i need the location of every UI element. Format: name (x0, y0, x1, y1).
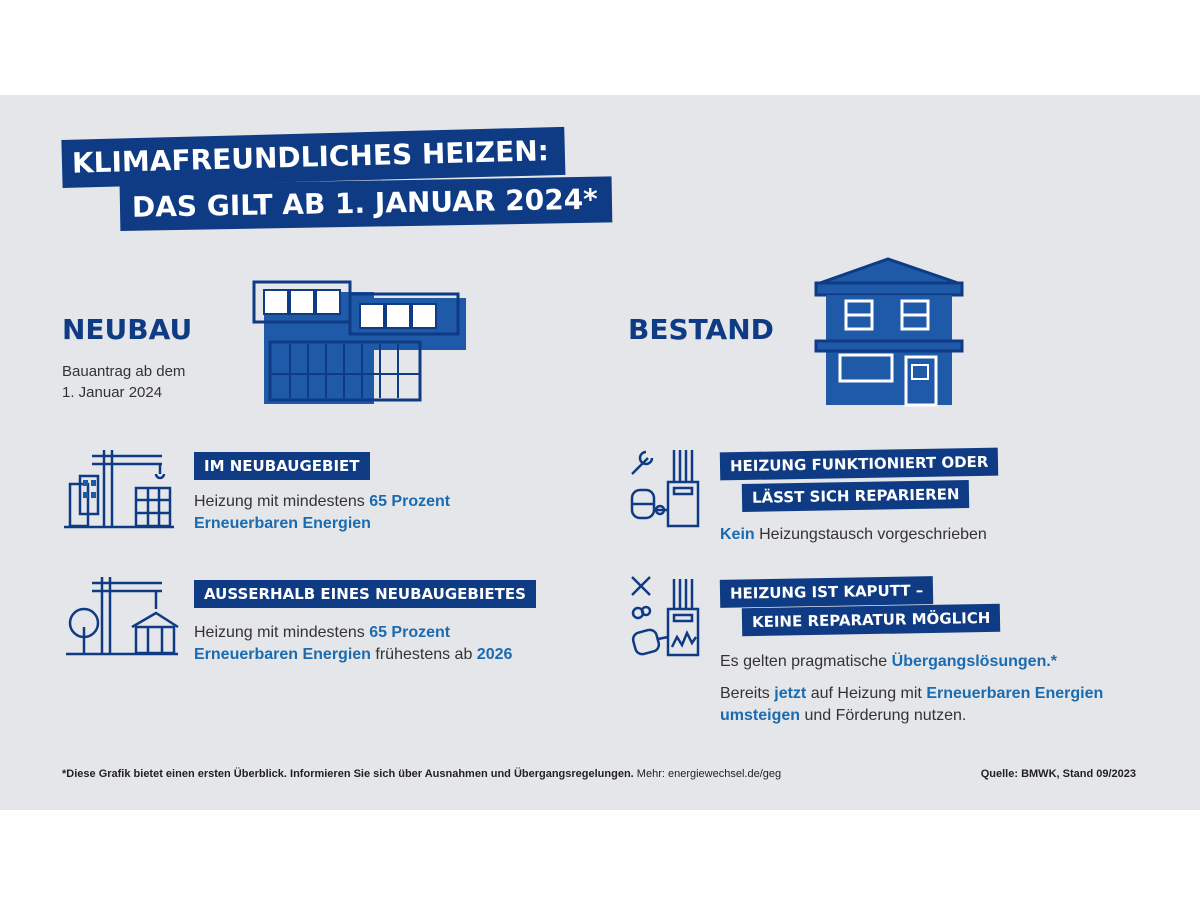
tag-im-neubaugebiet: IM NEUBAUGEBIET (194, 452, 370, 480)
neubau-item-1-text: Heizung mit mindestens 65 Prozent Erneuerbaren Energien (194, 493, 451, 532)
crane-buildings-icon (62, 448, 177, 530)
title-line-1: KLIMAFREUNDLICHES HEIZEN: (61, 127, 565, 188)
bestand-item-1-text: Kein Heizungstausch vorgeschrieben (720, 526, 987, 543)
neubau-sub-1: Bauantrag ab dem (62, 363, 186, 380)
neubau-heading: NEUBAU (62, 313, 193, 346)
footer-note: *Diese Grafik bietet einen ersten Überblick. Informieren Sie sich über Ausnahmen und Übergangsregelungen. Mehr: energiewechsel.de/geg (62, 768, 782, 780)
wrench-heating-icon (628, 448, 703, 530)
broken-heating-icon (628, 575, 703, 660)
tag-heizung-funktioniert-2: LÄSST SICH REPARIEREN (742, 480, 970, 512)
modern-house-icon (250, 278, 470, 408)
neubau-sub-2: 1. Januar 2024 (62, 384, 163, 401)
tag-heizung-kaputt-2: KEINE REPARATUR MÖGLICH (742, 604, 1001, 637)
tag-ausserhalb-neubaugebiet: AUSSERHALB EINES NEUBAUGEBIETES (194, 580, 536, 608)
crane-tree-house-icon (66, 575, 178, 657)
bestand-heading: BESTAND (628, 313, 774, 346)
tag-heizung-funktioniert-1: HEIZUNG FUNKTIONIERT ODER (720, 448, 999, 481)
title-line-2: DAS GILT AB 1. JANUAR 2024* (120, 176, 613, 231)
neubau-item-2-text: Heizung mit mindestens 65 Prozent Erneuerbaren Energien frühestens ab 2026 (194, 624, 513, 663)
footer-source: Quelle: BMWK, Stand 09/2023 (980, 768, 1136, 780)
bestand-item-2-text-1: Es gelten pragmatische Übergangslösungen.* (720, 653, 1058, 670)
tag-heizung-kaputt-1: HEIZUNG IST KAPUTT – (720, 576, 934, 608)
family-house-icon (812, 255, 967, 407)
bestand-item-2-text-2: Bereits jetzt auf Heizung mit Erneuerbaren Energien umsteigen und Förderung nutzen. (720, 685, 1104, 724)
